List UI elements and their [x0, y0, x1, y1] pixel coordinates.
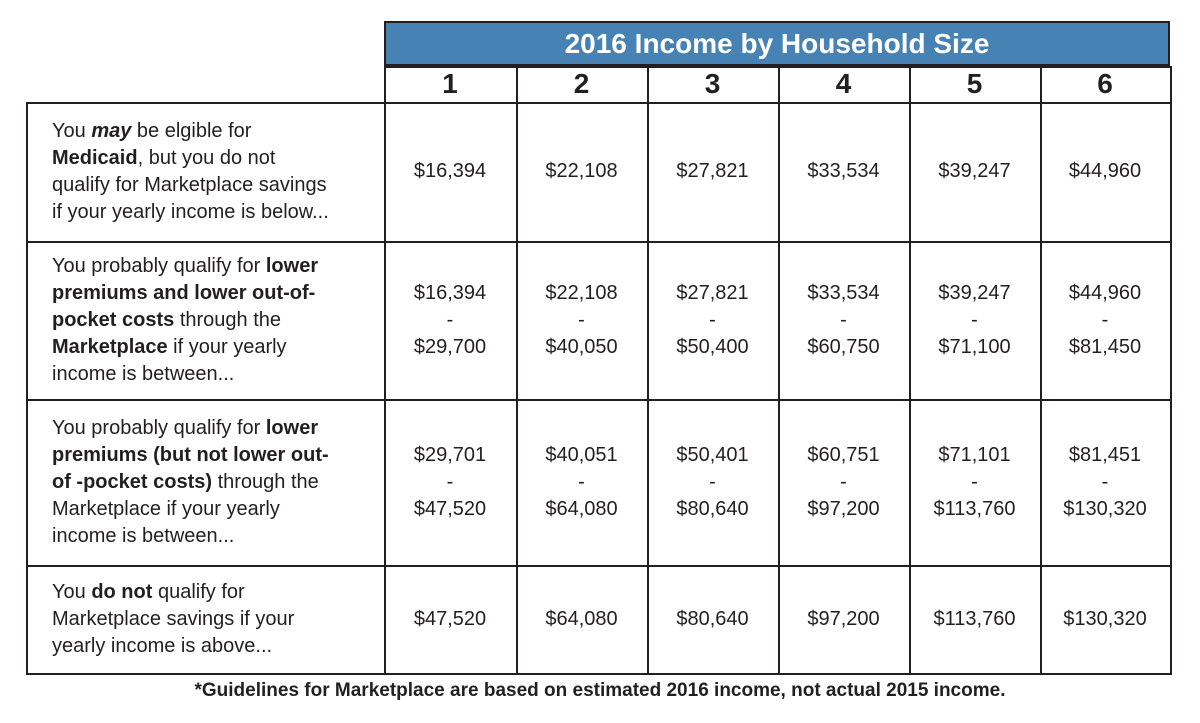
cell-value: $29,701: [413, 443, 487, 466]
column-header-4: 4: [835, 68, 852, 99]
table-cell: [384, 565, 516, 673]
table-cell: [1040, 399, 1170, 565]
row-label-line: [52, 145, 374, 172]
table-cell: [384, 241, 516, 399]
table-cell: [1040, 102, 1170, 241]
cell-value: $81,451: [1068, 443, 1142, 466]
cell-value: $39,247: [938, 160, 1011, 182]
grid-line: [778, 102, 780, 675]
table-cell: [647, 399, 778, 565]
table-cell: [778, 565, 909, 673]
grid-line: [384, 66, 386, 102]
cell-value: $71,101: [938, 443, 1011, 466]
cell-value: -: [578, 308, 585, 331]
row-label-text: through the: [212, 470, 319, 493]
table-cell: [909, 241, 1040, 399]
row-label-line: [52, 579, 374, 606]
cell-value: $60,751: [807, 443, 880, 466]
cell-value: -: [840, 470, 847, 493]
table-cell: [778, 399, 909, 565]
row-label-line: [52, 172, 374, 199]
table-cell: [647, 565, 778, 673]
cell-value: $64,080: [545, 497, 618, 520]
column-header-5: 5: [966, 68, 983, 99]
grid-line: [647, 66, 649, 102]
row-label-text: Marketplace if your yearly: [52, 497, 280, 520]
column-header-6: 6: [1097, 68, 1113, 99]
column-header-3: 3: [704, 68, 721, 99]
cell-value: $50,400: [676, 335, 749, 358]
cell-value: $113,760: [933, 607, 1016, 630]
table-cell: [384, 102, 516, 241]
cell-value: -: [840, 308, 847, 331]
table-cell: [647, 241, 778, 399]
row-label-line: [52, 442, 374, 469]
row-label-text: You probably qualify for: [52, 254, 266, 277]
grid-line: [516, 102, 518, 675]
cell-value: -: [709, 308, 716, 331]
row-label-line: [52, 415, 374, 442]
cell-value: $16,394: [413, 160, 487, 182]
row-label-text: You: [52, 119, 92, 142]
cell-value: $60,750: [807, 335, 880, 358]
cell-value: -: [971, 470, 978, 493]
cell-value: $44,960: [1068, 281, 1142, 304]
row-label-text: Marketplace savings if your: [52, 607, 295, 630]
table-cell: [516, 399, 647, 565]
row-label-text: of -pocket costs): [52, 470, 213, 493]
cell-value: -: [1101, 470, 1109, 493]
cell-value: -: [1101, 308, 1109, 331]
column-header-1: 1: [442, 68, 458, 99]
row-label-text: if your yearly income is below...: [52, 200, 329, 223]
grid-line: [384, 102, 386, 675]
row-label-text: be elgible for: [131, 119, 252, 142]
cell-value: $33,534: [807, 160, 880, 182]
row-label-line: [52, 606, 374, 633]
cell-value: -: [446, 470, 454, 493]
row-label-line: [52, 361, 374, 388]
cell-value: $71,100: [938, 335, 1011, 358]
table-cell: [909, 102, 1040, 241]
cell-value: $80,640: [676, 607, 749, 630]
grid-line: [26, 399, 1172, 401]
cell-value: -: [578, 470, 585, 493]
cell-value: $29,700: [413, 335, 487, 358]
cell-value: $80,640: [676, 497, 749, 520]
table-title: 2016 Income by Household Size: [384, 21, 1170, 66]
table-cell: [384, 399, 516, 565]
grid-line: [778, 66, 780, 102]
cell-value: $27,821: [676, 160, 749, 182]
cell-value: $113,760: [933, 497, 1016, 520]
cell-value: $33,534: [807, 281, 880, 304]
table-cell: [909, 565, 1040, 673]
grid-line: [647, 102, 649, 675]
cell-value: $27,821: [676, 281, 749, 304]
grid-line: [909, 102, 911, 675]
row-label-line: [52, 523, 374, 550]
row-label-line: [52, 496, 374, 523]
row-label-line: [52, 633, 374, 660]
cell-value: $40,050: [545, 335, 618, 358]
row-label-text: premiums (but not lower out-: [52, 443, 329, 466]
grid-line: [1040, 66, 1042, 102]
cell-value: $40,051: [545, 443, 618, 466]
cell-value: $47,520: [413, 497, 487, 520]
row-label-text: pocket costs: [52, 308, 175, 331]
grid-line: [26, 102, 28, 675]
grid-line: [26, 102, 1172, 104]
row-label-1: [26, 102, 384, 241]
row-label-text: lower: [265, 254, 319, 277]
row-label-text: You: [52, 580, 92, 603]
row-label-line: [52, 469, 374, 496]
cell-value: $22,108: [545, 160, 618, 182]
table-cell: [516, 241, 647, 399]
row-label-2: [26, 241, 384, 399]
row-label-text: if your yearly: [167, 335, 287, 358]
row-label-line: [52, 280, 374, 307]
grid-line: [909, 66, 911, 102]
grid-line: [26, 673, 1172, 675]
row-label-text: , but you do not: [137, 146, 276, 169]
grid-line: [26, 565, 1172, 567]
cell-value: $47,520: [413, 607, 487, 630]
row-label-line: [52, 334, 374, 361]
row-label-text: You probably qualify for: [52, 416, 266, 439]
cell-value: $130,320: [1063, 607, 1147, 630]
row-label-text: qualify for Marketplace savings: [52, 173, 327, 196]
table-cell: [778, 102, 909, 241]
cell-value: -: [971, 308, 978, 331]
grid-line: [26, 241, 1172, 243]
table-cell: [1040, 241, 1170, 399]
row-label-text: premiums and lower out-of-: [52, 281, 316, 304]
column-header-2: 2: [573, 68, 590, 99]
cell-value: $64,080: [545, 607, 618, 630]
row-label-4: [26, 565, 384, 673]
cell-value: $130,320: [1063, 497, 1147, 520]
table-cell: [778, 241, 909, 399]
row-label-text: Marketplace: [52, 335, 168, 358]
cell-value: $81,450: [1068, 335, 1142, 358]
table-cell: [516, 102, 647, 241]
cell-value: $44,960: [1068, 160, 1142, 182]
table-cell: [647, 102, 778, 241]
row-label-text: Medicaid: [52, 146, 138, 169]
row-label-text: yearly income is above...: [52, 634, 273, 657]
row-label-line: [52, 307, 374, 334]
cell-value: $22,108: [545, 281, 618, 304]
table-cell: [1040, 565, 1170, 673]
footnote: *Guidelines for Marketplace are based on estimated 2016 income, not actual 2015 income.: [194, 680, 1006, 701]
cell-value: $39,247: [938, 281, 1011, 304]
cell-value: $50,401: [676, 443, 749, 466]
row-label-line: [52, 199, 374, 226]
row-label-text: through the: [174, 308, 282, 331]
row-label-text: lower: [265, 416, 319, 439]
grid-line: [1040, 102, 1042, 675]
row-label-text: may: [91, 119, 132, 142]
row-label-text: do not: [91, 580, 153, 603]
cell-value: $97,200: [807, 497, 880, 520]
cell-value: -: [709, 470, 716, 493]
row-label-text: income is between...: [52, 362, 235, 385]
row-label-3: [26, 399, 384, 565]
grid-line: [516, 66, 518, 102]
grid-line: [1170, 66, 1172, 102]
row-label-line: [52, 253, 374, 280]
table-cell: [909, 399, 1040, 565]
cell-value: $16,394: [413, 281, 487, 304]
cell-value: $97,200: [807, 607, 880, 630]
table-cell: [516, 565, 647, 673]
cell-value: -: [446, 308, 454, 331]
grid-line: [1170, 102, 1172, 675]
row-label-text: qualify for: [152, 580, 245, 603]
row-label-line: [52, 118, 374, 145]
row-label-text: income is between...: [52, 524, 235, 547]
